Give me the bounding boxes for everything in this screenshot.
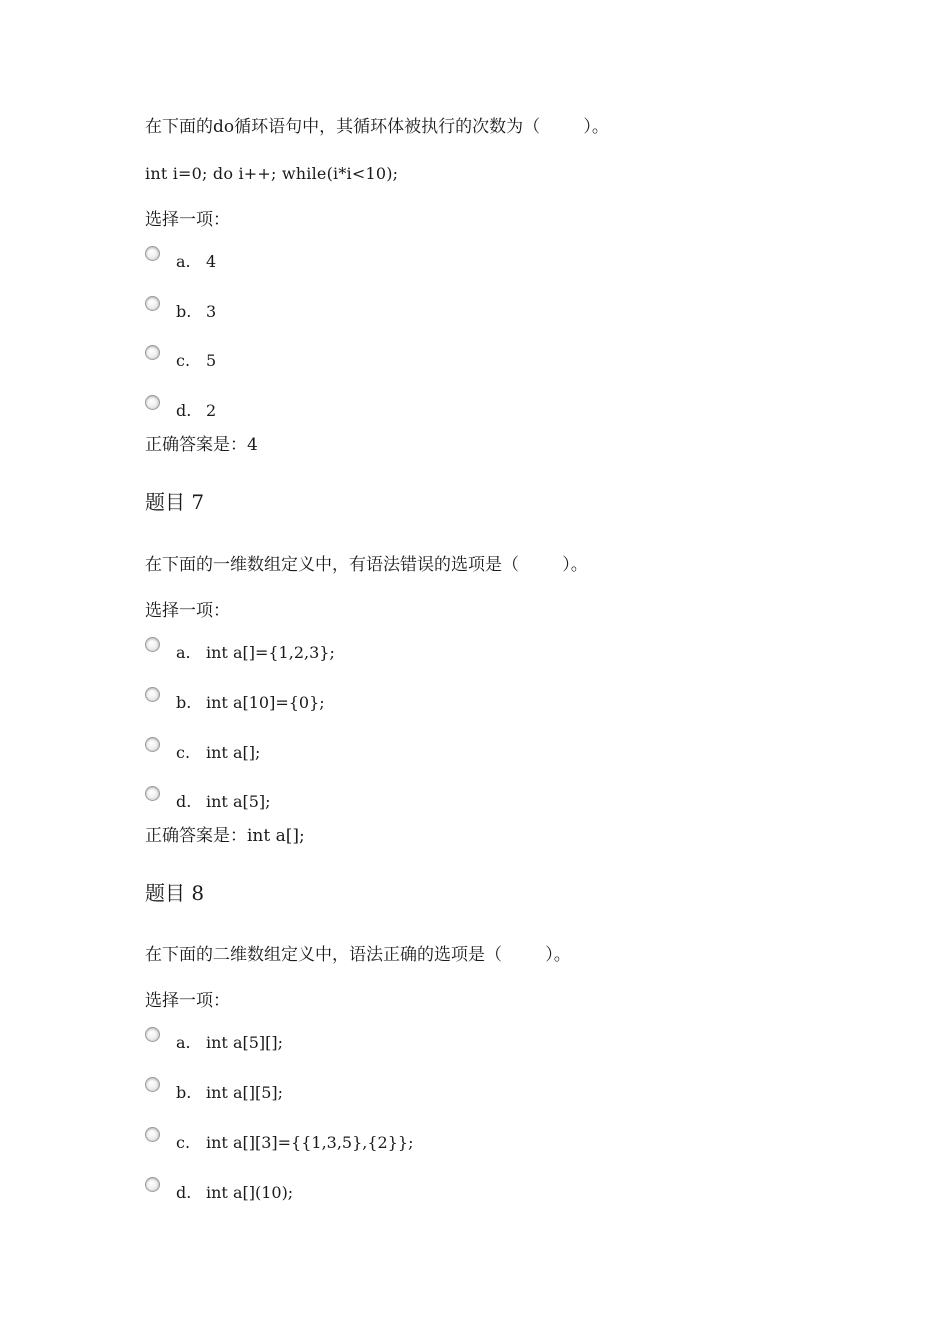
option-text: 2 [206,401,217,420]
radio-button-icon[interactable] [145,345,160,360]
option-letter: c. [176,743,191,762]
option-letter: c. [176,351,191,370]
question-6-option-c[interactable] [145,349,217,373]
radio-button-icon[interactable] [145,1177,160,1192]
radio-button-icon[interactable] [145,1027,160,1042]
option-text: int a[]; [206,743,261,762]
question-6-option-b[interactable] [145,300,217,324]
question-8-stem: 在下面的二维数组定义中，语法正确的选项是（ ）。 [145,945,571,965]
question-8-option-d[interactable] [145,1181,294,1205]
question-6-option-a[interactable] [145,250,217,274]
radio-button-icon[interactable] [145,737,160,752]
radio-button-icon[interactable] [145,1077,160,1092]
question-8-option-a[interactable] [145,1031,284,1055]
radio-button-icon[interactable] [145,786,160,801]
question-7-option-b[interactable] [145,691,325,715]
question-8-option-c[interactable] [145,1131,414,1155]
question-7-title: 题目 7 [145,490,205,514]
question-6-code: int i=0; do i++; while(i*i<10); [145,164,399,183]
option-text: int a[5][]; [206,1033,284,1052]
question-8-prompt: 选择一项： [145,991,230,1011]
option-letter: c. [176,1133,191,1152]
radio-button-icon[interactable] [145,296,160,311]
question-7-correct-answer: 正确答案是：int a[]; [145,826,305,846]
question-7-option-a[interactable] [145,641,335,665]
option-letter: b. [176,1083,192,1102]
question-7-option-c[interactable] [145,741,261,765]
question-6-option-d[interactable] [145,399,217,423]
question-6-correct-answer: 正确答案是：4 [145,435,258,455]
option-letter: d. [176,1183,192,1202]
question-6-prompt: 选择一项： [145,210,230,230]
option-text: int a[][3]={{1,3,5},{2}}; [206,1133,414,1152]
option-letter: a. [176,252,191,271]
option-text: int a[]={1,2,3}; [206,643,335,662]
option-letter: d. [176,401,192,420]
option-text: 4 [206,252,217,271]
question-8-title: 题目 8 [145,881,205,905]
option-text: int a[10]={0}; [206,693,325,712]
option-text: int a[](10); [206,1183,294,1202]
option-letter: a. [176,643,191,662]
option-letter: d. [176,792,192,811]
question-7-prompt: 选择一项： [145,601,230,621]
question-8-option-b[interactable] [145,1081,284,1105]
radio-button-icon[interactable] [145,1127,160,1142]
option-text: int a[][5]; [206,1083,284,1102]
option-text: 5 [206,351,217,370]
option-letter: b. [176,693,192,712]
question-7-stem: 在下面的一维数组定义中，有语法错误的选项是（ ）。 [145,555,588,575]
option-text: int a[5]; [206,792,271,811]
question-6-stem: 在下面的do循环语句中，其循环体被执行的次数为（ ）。 [145,117,609,137]
radio-button-icon[interactable] [145,687,160,702]
radio-button-icon[interactable] [145,637,160,652]
question-7-option-d[interactable] [145,790,271,814]
radio-button-icon[interactable] [145,395,160,410]
option-letter: a. [176,1033,191,1052]
option-letter: b. [176,302,192,321]
option-text: 3 [206,302,217,321]
radio-button-icon[interactable] [145,246,160,261]
